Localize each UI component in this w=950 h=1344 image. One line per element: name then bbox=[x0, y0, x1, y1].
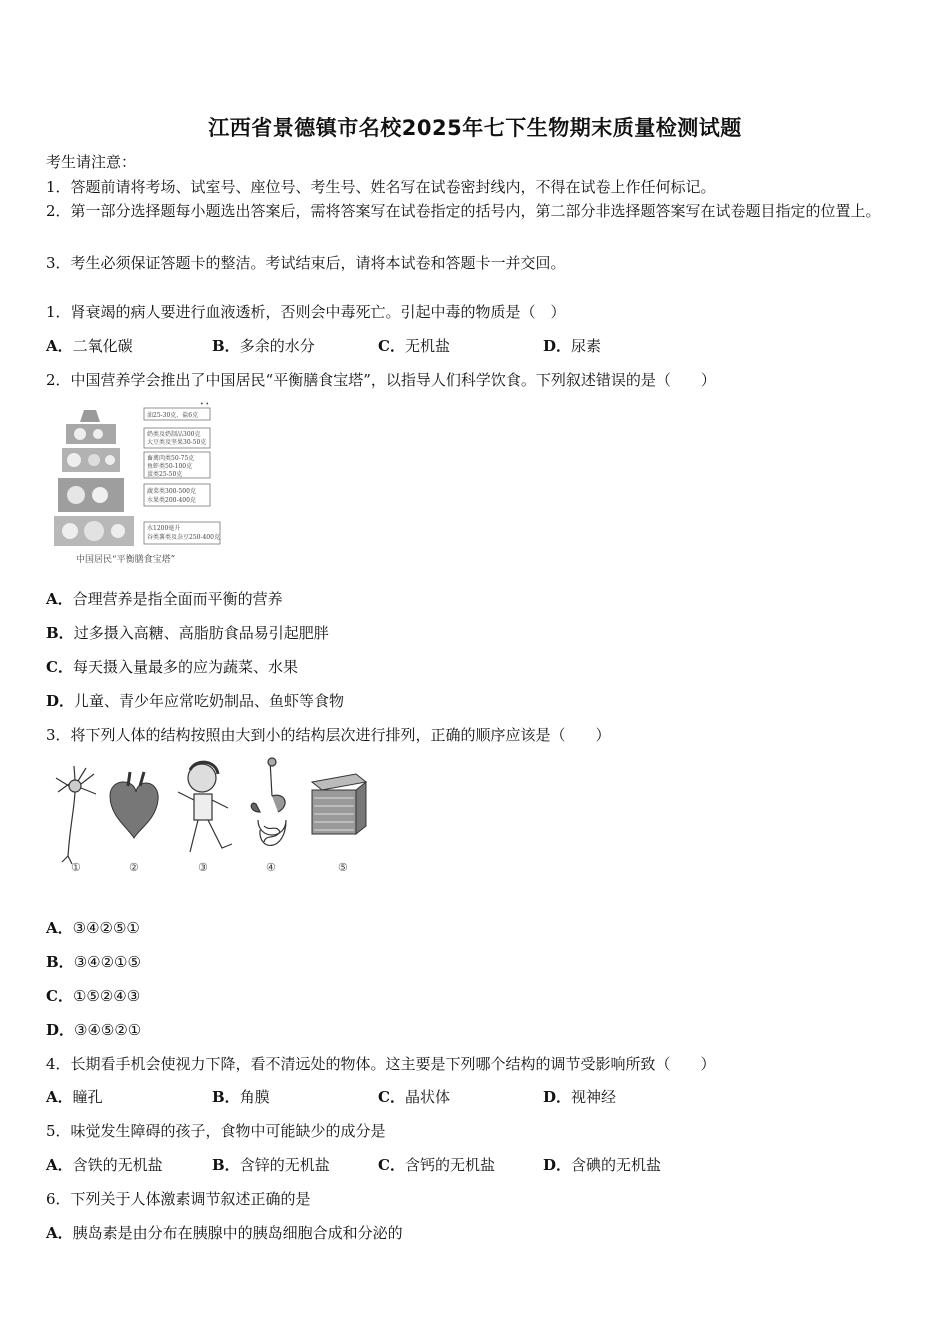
option-b[interactable]: B．角膜 bbox=[212, 1088, 270, 1106]
question-4-stem: 4．长期看手机会使视力下降，看不清远处的物体。这主要是下列哪个结构的调节受影响所致（ ） bbox=[46, 1055, 716, 1073]
option-b[interactable]: B．多余的水分 bbox=[212, 337, 315, 355]
option-d[interactable]: D．视神经 bbox=[543, 1088, 617, 1106]
pyramid-label-soy: 大豆类及坚果30-50克 bbox=[147, 439, 207, 446]
question-2-stem: 2．中国营养学会推出了中国居民“平衡膳食宝塔”，以指导人们科学饮食。下列叙述错误的是（ ） bbox=[46, 371, 716, 389]
heart-image bbox=[110, 772, 158, 838]
notice-item-1: 1．答题前请将考场、试室号、座位号、考生号、姓名写在试卷密封线内，不得在试卷上作任何标记。 bbox=[46, 178, 716, 196]
question-2-option-c[interactable]: C．每天摄入量最多的应为蔬菜、水果 bbox=[46, 658, 298, 676]
option-c[interactable]: C．晶状体 bbox=[378, 1088, 450, 1106]
body-structure-figure bbox=[50, 756, 370, 878]
option-c[interactable]: C．含钙的无机盐 bbox=[378, 1156, 495, 1174]
question-5-options bbox=[46, 1155, 906, 1175]
option-d[interactable]: D．尿素 bbox=[543, 337, 602, 355]
tissue-image bbox=[312, 774, 366, 834]
option-d[interactable]: D．含碘的无机盐 bbox=[543, 1156, 662, 1174]
pyramid-label-egg: 蛋类25-50克 bbox=[147, 471, 183, 478]
pyramid-label-fruit: 水果类200-400克 bbox=[147, 497, 196, 504]
option-a[interactable]: A．瞳孔 bbox=[46, 1088, 103, 1106]
pyramid-label-oil: 油25-30克，盐6克 bbox=[147, 412, 199, 419]
notice-item-2: 2．第一部分选择题每小题选出答案后，需将答案写在试卷指定的括号内，第二部分非选择题答案写在试卷题目指定的位置上。 bbox=[46, 202, 881, 220]
pyramid-label-water: 水1200毫升 bbox=[147, 525, 181, 532]
figure-label-4: ④ bbox=[266, 861, 276, 874]
svg-text:• •: • • bbox=[200, 401, 209, 408]
figure-label-5: ⑤ bbox=[338, 861, 348, 874]
question-6-stem: 6．下列关于人体激素调节叙述正确的是 bbox=[46, 1190, 311, 1208]
food-pyramid-figure bbox=[50, 398, 230, 570]
option-b[interactable]: B．含锌的无机盐 bbox=[212, 1156, 330, 1174]
girl-image bbox=[178, 762, 232, 852]
pyramid-labels bbox=[144, 408, 220, 544]
neuron-image bbox=[56, 766, 96, 864]
pyramid-label-dairy: 奶类及奶制品300克 bbox=[147, 431, 201, 438]
question-2-option-b[interactable]: B．过多摄入高糖、高脂肪食品易引起肥胖 bbox=[46, 624, 329, 642]
question-3-option-c[interactable]: C．①⑤②④③ bbox=[46, 987, 141, 1005]
question-1-stem: 1．肾衰竭的病人要进行血液透析，否则会中毒死亡。引起中毒的物质是（ ） bbox=[46, 303, 566, 321]
pyramid-caption: 中国居民“平衡膳食宝塔” bbox=[76, 555, 176, 565]
pyramid-label-grain: 谷类薯类及杂豆250-400克 bbox=[147, 534, 220, 541]
option-c[interactable]: C．无机盐 bbox=[378, 337, 450, 355]
question-2-option-a[interactable]: A．合理营养是指全面而平衡的营养 bbox=[46, 590, 283, 608]
pyramid-label-veg: 蔬菜类300-500克 bbox=[147, 488, 196, 495]
option-a[interactable]: A．含铁的无机盐 bbox=[46, 1156, 163, 1174]
question-2-option-d[interactable]: D．儿童、青少年应常吃奶制品、鱼虾等食物 bbox=[46, 692, 345, 710]
figure-label-3: ③ bbox=[198, 861, 208, 874]
question-3-option-b[interactable]: B．③④②①⑤ bbox=[46, 953, 141, 971]
pyramid-label-meat: 畜禽肉类50-75克 bbox=[147, 455, 195, 462]
notice-item-3: 3．考生必须保证答题卡的整洁。考试结束后，请将本试卷和答题卡一并交回。 bbox=[46, 254, 566, 272]
option-a[interactable]: A．二氧化碳 bbox=[46, 337, 133, 355]
question-6-option-a[interactable]: A．胰岛素是由分布在胰腺中的胰岛细胞合成和分泌的 bbox=[46, 1224, 403, 1242]
notice-heading: 考生请注意： bbox=[46, 153, 137, 171]
digestive-system-image bbox=[251, 758, 286, 845]
question-1-options bbox=[46, 336, 906, 356]
page-title: 江西省景德镇市名校2025年七下生物期末质量检测试题 bbox=[208, 116, 742, 140]
question-3-option-d[interactable]: D．③④⑤②① bbox=[46, 1021, 142, 1039]
question-3-stem: 3．将下列人体的结构按照由大到小的结构层次进行排列，正确的顺序应该是（ ） bbox=[46, 726, 611, 744]
question-3-option-a[interactable]: A．③④②⑤① bbox=[46, 919, 140, 937]
pyramid-illustration bbox=[54, 401, 209, 546]
figure-label-2: ② bbox=[129, 861, 139, 874]
pyramid-label-fish: 鱼虾类50-100克 bbox=[147, 463, 193, 470]
question-4-options bbox=[46, 1087, 906, 1107]
figure-label-1: ① bbox=[71, 861, 81, 874]
question-5-stem: 5．味觉发生障碍的孩子，食物中可能缺少的成分是 bbox=[46, 1122, 386, 1140]
